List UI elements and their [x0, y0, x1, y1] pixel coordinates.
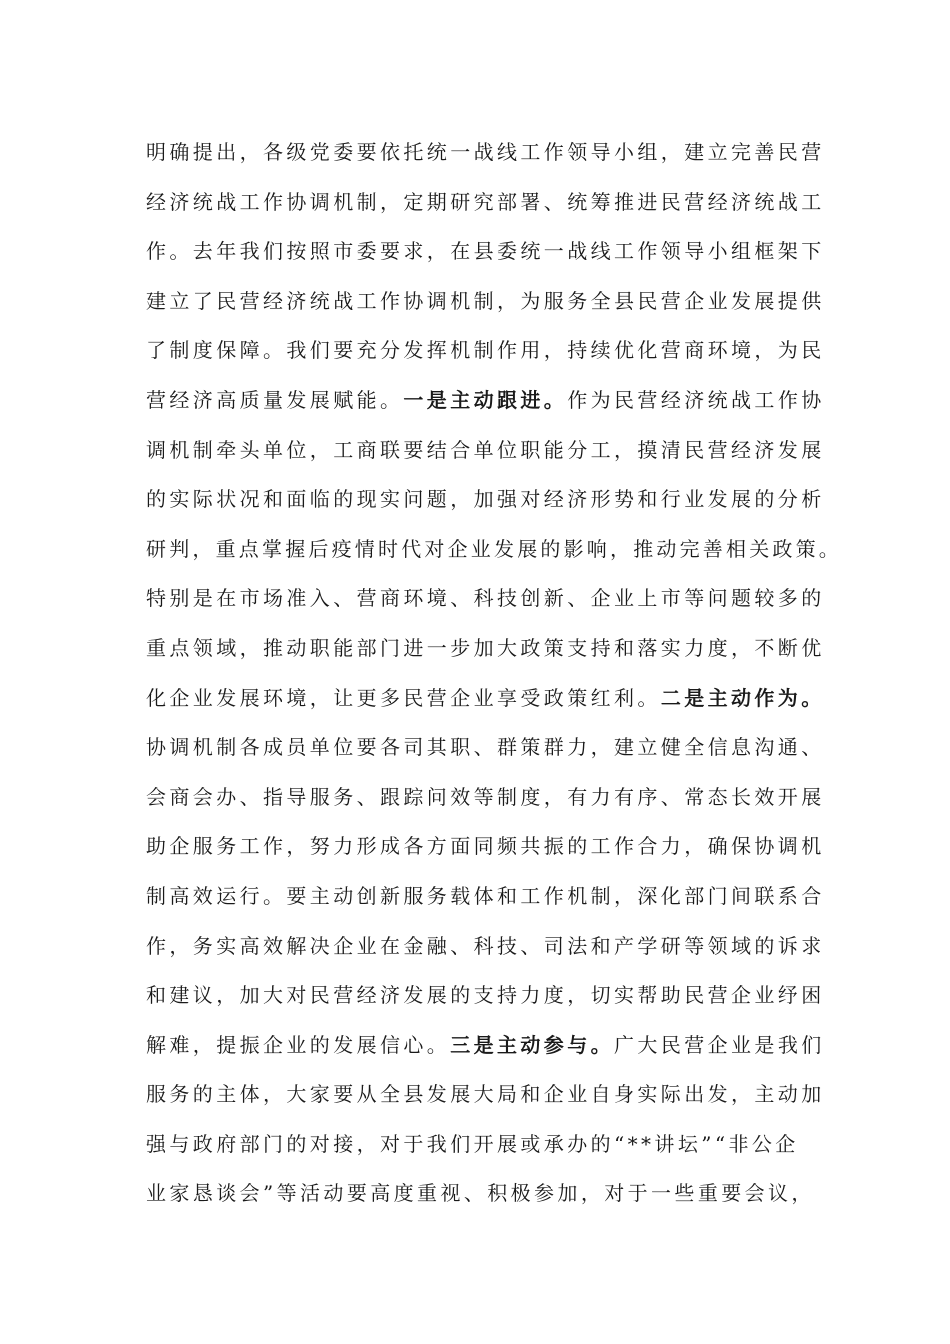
- text-segment: 研判，重点掌握后疫情时代对企业发展的影响，推动完善相关政策。: [146, 536, 842, 561]
- text-line: [146, 872, 846, 922]
- text-segment: 会商会办、指导服务、跟踪问效等制度，有力有序、常态长效开展: [146, 784, 825, 809]
- text-line: [146, 723, 846, 773]
- text-line: [146, 277, 846, 327]
- text-line: [146, 326, 846, 376]
- text-segment: 助企服务工作，努力形成各方面同频共振的工作合力，确保协调机: [146, 834, 825, 859]
- text-segment: 建立了民营经济统战工作协调机制，为服务全县民营企业发展提供: [146, 288, 825, 313]
- bold-heading-phrase: 三是主动参与。: [450, 1032, 615, 1057]
- text-segment: 经济统战工作协调机制，定期研究部署、统筹推进民营经济统战工: [146, 189, 825, 214]
- text-segment: 制高效运行。要主动创新服务载体和工作机制，深化部门间联系合: [146, 883, 825, 908]
- text-line: [146, 822, 846, 872]
- text-segment: 协调机制各成员单位要各司其职、群策群力，建立健全信息沟通、: [146, 735, 825, 760]
- text-segment: 业家恳谈会”等活动要高度重视、积极参加，对于一些重要会议，: [146, 1181, 815, 1206]
- text-line: [146, 1169, 846, 1219]
- text-line: [146, 376, 846, 426]
- text-segment: 解难，提振企业的发展信心。: [146, 1032, 451, 1057]
- text-line: [146, 674, 846, 724]
- text-line: [146, 525, 846, 575]
- text-line: [146, 1070, 846, 1120]
- text-line: [146, 1021, 846, 1071]
- bold-heading-phrase: 二是主动作为。: [660, 685, 825, 710]
- text-segment: 的实际状况和面临的现实问题，加强对经济形势和行业发展的分析: [146, 487, 825, 512]
- text-line: [146, 227, 846, 277]
- text-line: [146, 178, 846, 228]
- text-segment: 作。去年我们按照市委要求，在县委统一战线工作领导小组框架下: [146, 239, 825, 264]
- text-segment: 作，务实高效解决企业在金融、科技、司法和产学研等领域的诉求: [146, 933, 825, 958]
- text-line: [146, 426, 846, 476]
- bold-heading-phrase: 一是主动跟进。: [403, 387, 568, 412]
- text-segment: 广大民营企业是我们: [614, 1032, 825, 1057]
- text-line: [146, 922, 846, 972]
- text-line: [146, 1120, 846, 1170]
- text-segment: 营经济高质量发展赋能。: [146, 387, 404, 412]
- text-segment: 强与政府部门的对接，对于我们开展或承办的“**讲坛”“非公企: [146, 1131, 799, 1156]
- text-line: [146, 624, 846, 674]
- text-segment: 明确提出，各级党委要依托统一战线工作领导小组，建立完善民营: [146, 140, 825, 164]
- text-line: [146, 574, 846, 624]
- body-text: [146, 128, 846, 1219]
- text-segment: 了制度保障。我们要充分发挥机制作用，持续优化营商环境，为民: [146, 338, 825, 363]
- text-segment: 和建议，加大对民营经济发展的支持力度，切实帮助民营企业纾困: [146, 983, 825, 1008]
- text-segment: 特别是在市场准入、营商环境、科技创新、企业上市等问题较多的: [146, 586, 825, 611]
- text-segment: 调机制牵头单位，工商联要结合单位职能分工，摸清民营经济发展: [146, 437, 825, 462]
- text-segment: 化企业发展环境，让更多民营企业享受政策红利。: [146, 685, 661, 710]
- text-line: [146, 128, 846, 178]
- text-segment: 作为民营经济统战工作协: [567, 387, 825, 412]
- text-line: [146, 475, 846, 525]
- text-line: [146, 773, 846, 823]
- text-segment: 重点领域，推动职能部门进一步加大政策支持和落实力度，不断优: [146, 635, 825, 660]
- text-line: [146, 971, 846, 1021]
- text-segment: 服务的主体，大家要从全县发展大局和企业自身实际出发，主动加: [146, 1082, 825, 1107]
